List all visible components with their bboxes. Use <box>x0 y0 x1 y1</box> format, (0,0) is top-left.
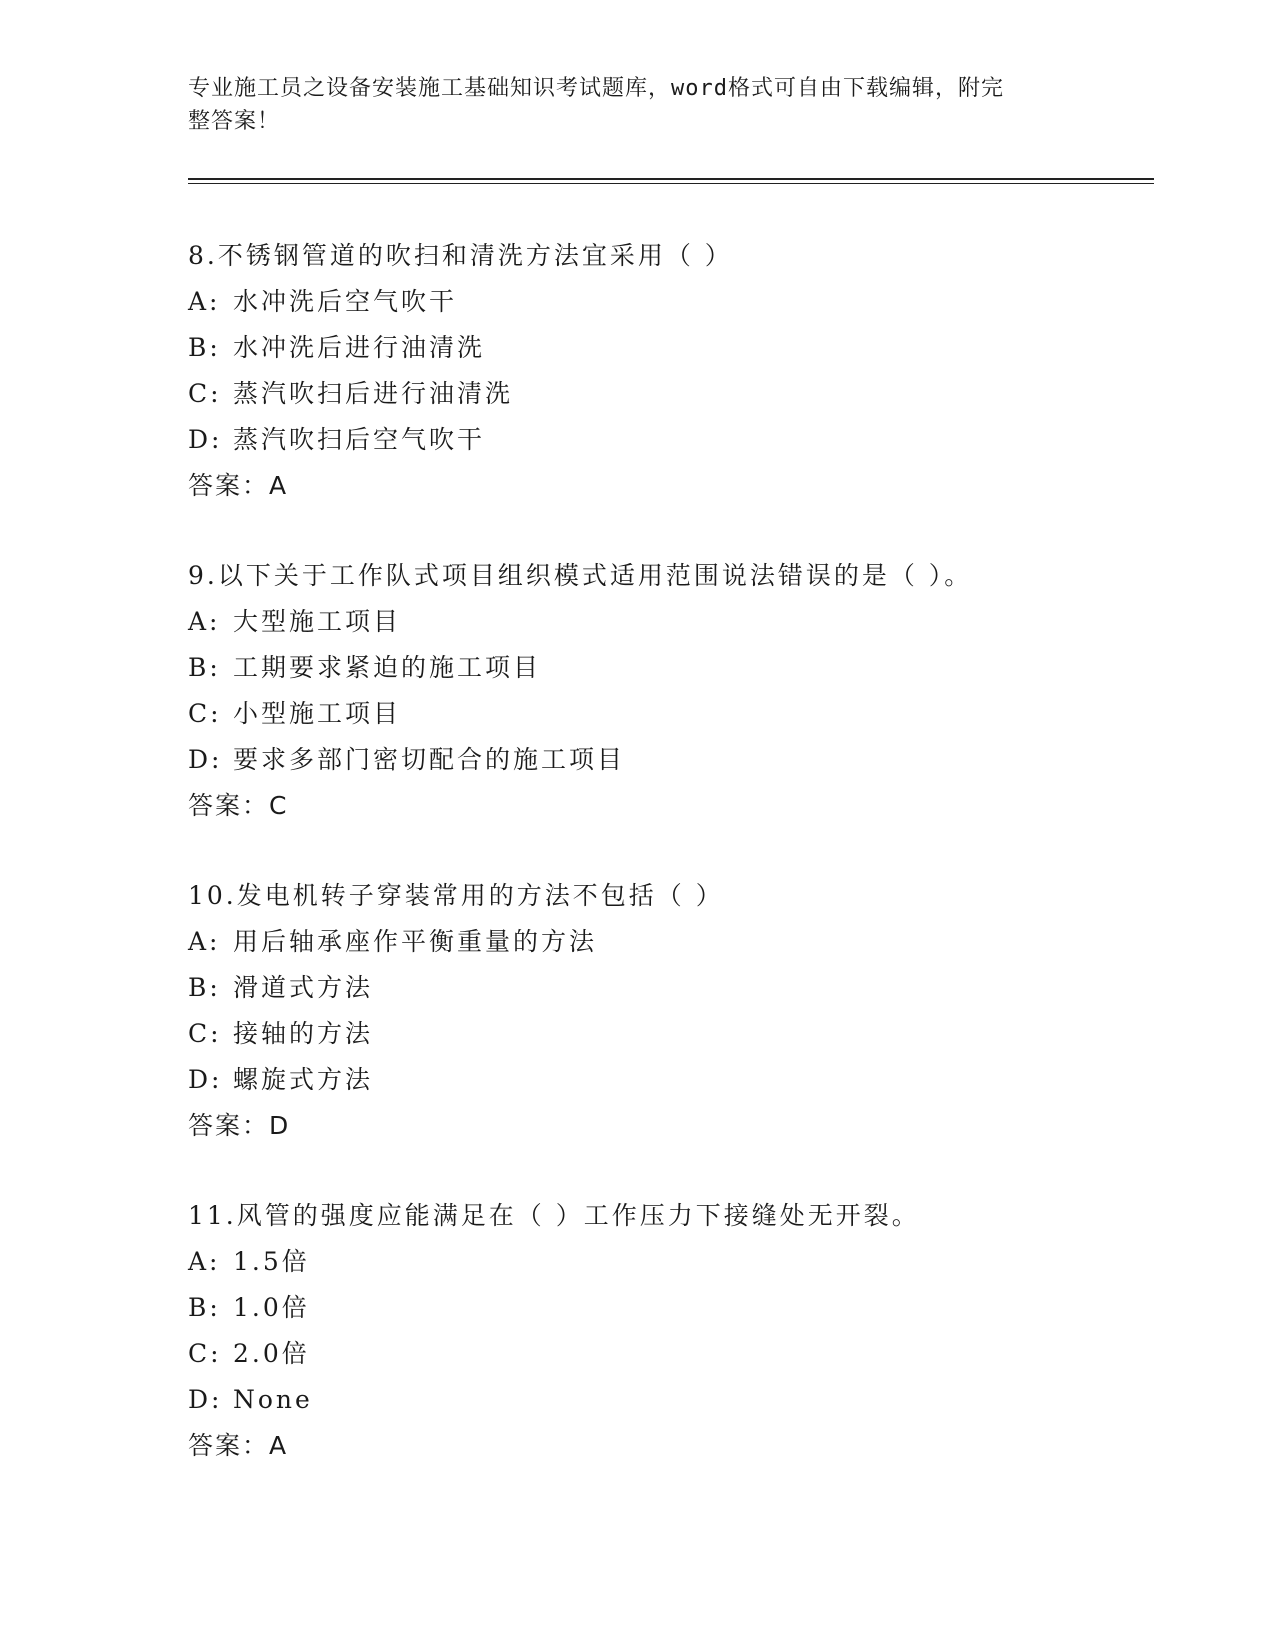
option-letter: B: <box>188 653 221 682</box>
option-text: 螺旋式方法 <box>233 1065 374 1094</box>
header-divider-thin <box>188 183 1154 184</box>
option-text: 用后轴承座作平衡重量的方法 <box>233 927 598 956</box>
option-text: 接轴的方法 <box>233 1019 374 1048</box>
option-letter: D: <box>188 1065 223 1094</box>
option-text: 小型施工项目 <box>233 699 402 728</box>
question-list <box>188 233 1148 1513</box>
option-c <box>188 371 1148 417</box>
option-letter: A: <box>188 607 221 636</box>
option-letter: C: <box>188 379 222 408</box>
question-9 <box>188 553 1148 873</box>
question-8 <box>188 233 1148 553</box>
option-letter: B: <box>188 333 221 362</box>
document-header <box>188 72 1088 138</box>
question-stem: 10.发电机转子穿装常用的方法不包括（ ） <box>188 881 724 910</box>
option-text: 水冲洗后空气吹干 <box>233 287 458 316</box>
option-a <box>188 599 1148 645</box>
question-10 <box>188 873 1148 1193</box>
answer: 答案：C <box>188 791 289 820</box>
option-b <box>188 965 1148 1011</box>
option-text: 1.5倍 <box>233 1247 310 1276</box>
answer: 答案：A <box>188 471 289 500</box>
header-line-2: 整答案！ <box>188 109 281 134</box>
option-letter: D: <box>188 745 223 774</box>
option-c <box>188 1011 1148 1057</box>
option-letter: C: <box>188 699 222 728</box>
option-text: 水冲洗后进行油清洗 <box>233 333 486 362</box>
option-text: 2.0倍 <box>233 1339 310 1368</box>
header-line-1: 专业施工员之设备安装施工基础知识考试题库，word格式可自由下载编辑，附完 <box>188 76 1004 101</box>
option-d <box>188 1377 1148 1423</box>
option-text: None <box>233 1385 313 1414</box>
question-stem: 9.以下关于工作队式项目组织模式适用范围说法错误的是（ ）。 <box>188 561 973 590</box>
option-letter: B: <box>188 973 221 1002</box>
option-text: 1.0倍 <box>233 1293 310 1322</box>
option-letter: A: <box>188 287 221 316</box>
option-b <box>188 1285 1148 1331</box>
option-text: 蒸汽吹扫后进行油清洗 <box>233 379 514 408</box>
question-stem: 8.不锈钢管道的吹扫和清洗方法宜采用（ ） <box>188 241 733 270</box>
option-a <box>188 919 1148 965</box>
option-letter: C: <box>188 1339 222 1368</box>
answer: 答案：D <box>188 1111 291 1140</box>
option-text: 大型施工项目 <box>233 607 402 636</box>
option-b <box>188 325 1148 371</box>
option-letter: B: <box>188 1293 221 1322</box>
option-d <box>188 1057 1148 1103</box>
option-a <box>188 279 1148 325</box>
option-letter: A: <box>188 1247 221 1276</box>
option-letter: A: <box>188 927 221 956</box>
option-letter: D: <box>188 1385 223 1414</box>
option-b <box>188 645 1148 691</box>
option-text: 蒸汽吹扫后空气吹干 <box>233 425 486 454</box>
option-text: 工期要求紧迫的施工项目 <box>233 653 542 682</box>
question-stem: 11.风管的强度应能满足在（ ）工作压力下接缝处无开裂。 <box>188 1201 920 1230</box>
option-text: 滑道式方法 <box>233 973 374 1002</box>
header-divider <box>188 178 1154 180</box>
question-11 <box>188 1193 1148 1513</box>
option-text: 要求多部门密切配合的施工项目 <box>233 745 626 774</box>
option-letter: D: <box>188 425 223 454</box>
option-a <box>188 1239 1148 1285</box>
option-letter: C: <box>188 1019 222 1048</box>
option-d <box>188 737 1148 783</box>
option-c <box>188 1331 1148 1377</box>
answer: 答案：A <box>188 1431 289 1460</box>
option-c <box>188 691 1148 737</box>
option-d <box>188 417 1148 463</box>
